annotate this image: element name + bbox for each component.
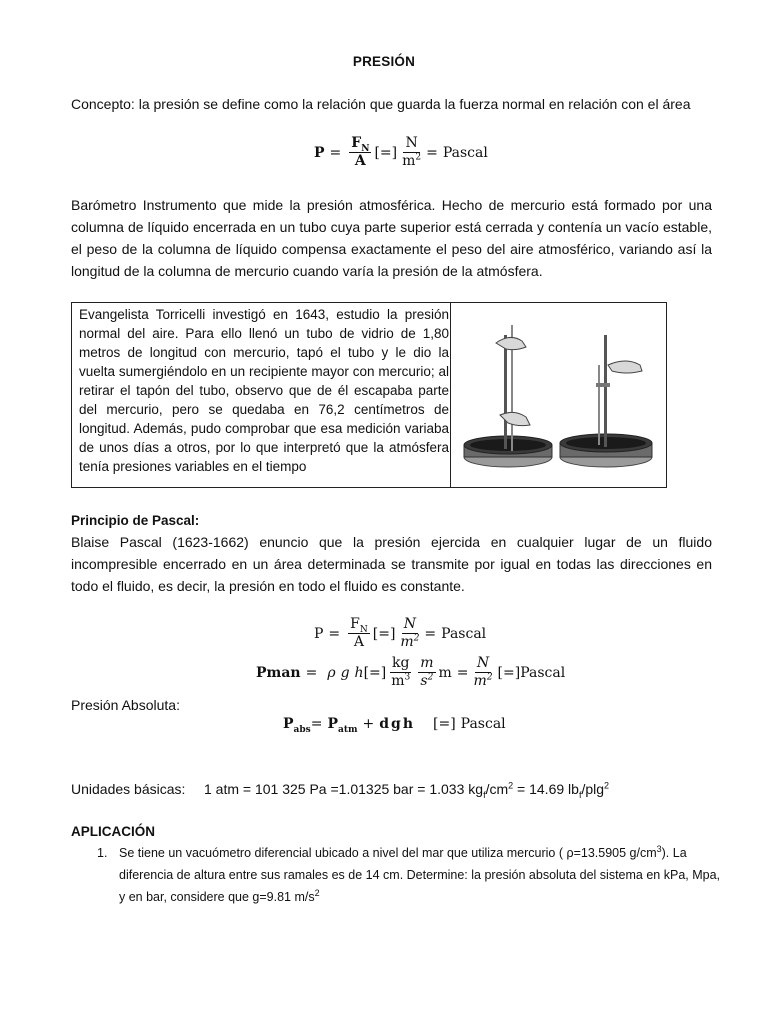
units-text3: = 14.69 lb <box>513 781 579 797</box>
formula3-equiv: [=] <box>363 664 387 681</box>
absolute-pressure-label: Presión Absoluta: <box>71 697 180 713</box>
formula3-f1-denominator-sup: 3 <box>404 672 411 683</box>
application-heading: APLICACIÓN <box>71 824 155 839</box>
concept-paragraph: Concepto: la presión se define como la relación que guarda la fuerza normal en relación con el área <box>71 96 691 112</box>
formula3-pressure-fraction <box>472 656 495 689</box>
units-text2: /cm <box>485 781 509 797</box>
formula4-patm-sub: atm <box>338 724 358 735</box>
manometric-pressure-formula <box>256 656 565 689</box>
formula4-patm: P <box>327 716 338 732</box>
formula3-f3-denominator-sup: 2 <box>486 672 493 683</box>
formula3-accel-fraction <box>418 656 435 689</box>
formula2-eq: = <box>328 625 341 642</box>
units-cm-sup: 2 <box>508 780 514 791</box>
formula2-result: Pascal <box>441 625 487 642</box>
formula4-eq: = <box>310 716 323 732</box>
formula3-f3-numerator: N <box>476 655 490 671</box>
formula2-eq2: = <box>424 625 437 642</box>
absolute-pressure-formula <box>283 716 506 735</box>
formula3-g: g <box>340 664 350 681</box>
application-item-number: 1. <box>97 846 108 860</box>
units-plg-sup: 2 <box>604 780 610 791</box>
force-area-fraction <box>349 136 371 169</box>
formula3-eq: = <box>305 664 318 681</box>
torricelli-text: Evangelista Torricelli investigó en 1643, estudio la presión normal del aire. Para ello llenó un tubo de vidrio de 1,80 metros de longitud con mercurio, tapó el tubo y le dio la vuelta sumergiéndolo en un recipiente mayor con mercurio; al retirar el tapón del tubo, observo que de él escapaba parte del mercurio, pero se quedaba en 76,2 centímetros de longitud. Además, pudo comprobar que esa medición variaba de unos días a otros, por lo que interpretó que la atmósfera tenía presiones variables en el tiempo <box>79 307 449 474</box>
application-item-text <box>119 842 721 908</box>
unit-fraction <box>400 136 423 169</box>
formula-equiv: [=] <box>374 144 398 161</box>
units-lb-sub: f <box>578 789 582 800</box>
formula3-f2-denominator: s <box>420 673 428 689</box>
frac-numerator-sub: N <box>361 143 370 154</box>
formula4-pabs: P <box>283 716 294 732</box>
pascal-formula <box>314 617 486 650</box>
formula3-density-fraction <box>389 656 412 689</box>
units-text4: /plg <box>581 781 605 797</box>
unit-numerator: N <box>405 135 418 151</box>
formula4-plus: + <box>362 716 375 732</box>
pascal-paragraph: Blaise Pascal (1623-1662) enuncio que la presión ejercida en cualquier lugar de un fluido incompresible encerrado en un área determinada se transmite por igual en todas las direcciones en todo el fluido, es decir, la presión en todo el fluido es constante. <box>71 534 712 594</box>
torricelli-box <box>71 302 667 488</box>
formula2-frac-numerator: F <box>350 616 360 632</box>
formula2-frac-numerator-sub: N <box>359 624 368 635</box>
formula-lhs: P <box>314 144 325 161</box>
formula2-unit-fraction <box>398 617 421 650</box>
formula3-equiv2: [=] <box>497 664 521 681</box>
formula4-equiv: [=] <box>433 716 456 732</box>
formula3-lhs: Pman <box>256 664 301 681</box>
formula3-h: h <box>354 664 364 681</box>
formula2-equiv: [=] <box>372 625 396 642</box>
box-divider <box>450 303 451 487</box>
formula-eq: = <box>329 144 342 161</box>
units-kg-sub: f <box>483 789 486 800</box>
application-line3-sup: 2 <box>314 887 320 898</box>
application-line2: diferencia de altura entre sus ramales es de 14 cm. Determine: la presión absoluta del sistema en kPa, Mpa, <box>119 868 721 882</box>
units-equivalences <box>204 780 610 800</box>
formula4-result: Pascal <box>460 716 506 732</box>
formula3-f3-denominator: m <box>473 673 487 689</box>
formula2-force-area-fraction <box>348 617 370 650</box>
formula3-eq2: = <box>456 664 469 681</box>
formula2-unit-denominator: m <box>400 634 414 650</box>
formula3-f2-numerator: m <box>420 655 434 671</box>
formula3-rho: ρ <box>327 664 336 681</box>
formula4-dgh: dgh <box>379 716 416 732</box>
frac-numerator: F <box>351 135 362 151</box>
application-line3: y en bar, considere que g=9.81 m/s <box>119 890 315 904</box>
unit-denominator: m <box>402 153 416 169</box>
page-title: PRESIÓN <box>352 54 416 69</box>
pressure-formula <box>314 136 488 169</box>
formula3-f1-denominator: m <box>391 673 405 689</box>
application-line1: Se tiene un vacuómetro diferencial ubicado a nivel del mar que utiliza mercurio ( ρ=13.5905 g/cm <box>119 846 657 860</box>
application-line1-end: ). La <box>661 846 687 860</box>
formula3-f1-numerator: kg <box>392 655 410 671</box>
formula3-m: m <box>438 664 452 681</box>
barometer-paragraph: Barómetro Instrumento que mide la presión atmosférica. Hecho de mercurio está formado por una columna de líquido encerrada en un tubo cuya parte superior está cerrada y contenía un vacío estable, el peso de la columna de líquido compensa exactamente el peso del aire atmosférico, variando así la longitud de la columna de mercurio cuando varía la presión de la atmósfera. <box>71 197 712 279</box>
units-text: 1 atm = 101 325 Pa =1.01325 bar = 1.033 kg <box>204 781 484 797</box>
formula4-pabs-sub: abs <box>293 724 311 735</box>
application-line1-sup: 3 <box>656 843 662 854</box>
unit-denominator-sup: 2 <box>415 152 422 163</box>
formula2-unit-denominator-sup: 2 <box>413 633 420 644</box>
pascal-heading: Principio de Pascal: <box>71 513 200 528</box>
frac-denominator: A <box>354 153 366 169</box>
units-label: Unidades básicas: <box>71 781 186 797</box>
formula-eq2: = <box>426 144 438 161</box>
formula-result: Pascal <box>442 144 488 161</box>
formula2-unit-numerator: N <box>403 616 417 632</box>
formula3-f2-denominator-sup: 2 <box>427 672 434 683</box>
torricelli-experiment-illustration <box>456 305 662 485</box>
formula2-lhs: P <box>314 625 324 642</box>
formula3-result: Pascal <box>520 664 566 681</box>
formula2-frac-denominator: A <box>353 634 365 650</box>
